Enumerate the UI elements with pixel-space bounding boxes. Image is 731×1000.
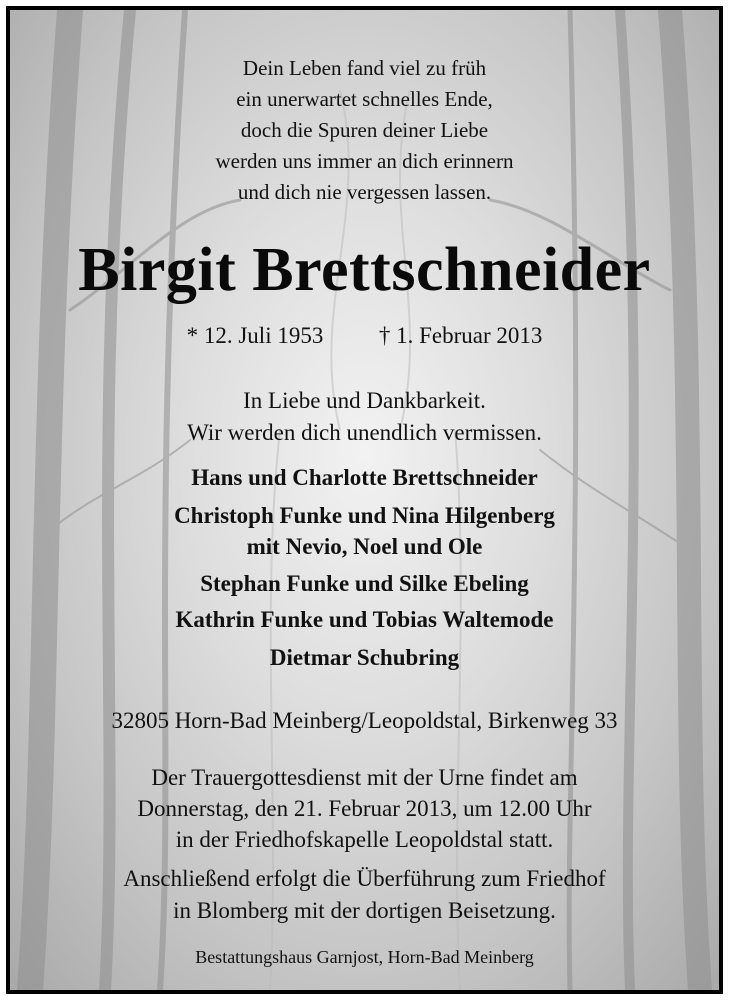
life-dates — [10, 323, 719, 349]
poem-line: doch die Spuren deiner Liebe — [240, 118, 489, 142]
service-line: Anschließend erfolgt die Überführung zum Friedhof — [123, 866, 606, 891]
poem-line: Dein Leben fand viel zu früh — [242, 56, 487, 80]
address: 32805 Horn-Bad Meinberg/Leopoldstal, Birkenweg 33 — [111, 708, 618, 733]
service-line: Donnerstag, den 21. Februar 2013, um 12.00 Uhr — [137, 796, 592, 821]
poem-line: und dich nie vergessen lassen. — [237, 180, 492, 204]
family-line: Stephan Funke und Silke Ebeling — [200, 571, 529, 596]
service-line: Der Trauergottesdienst mit der Urne findet am — [151, 765, 578, 790]
death-date: † 1. Februar 2013 — [378, 323, 543, 348]
birth-date: * 12. Juli 1953 — [186, 323, 324, 348]
family-line: Kathrin Funke und Tobias Waltemode — [175, 607, 554, 632]
poem-line: ein unerwartet schnelles Ende, — [236, 87, 493, 111]
family-line: Christoph Funke und Nina Hilgenberg — [174, 503, 555, 528]
family-line: mit Nevio, Noel und Ole — [246, 534, 483, 559]
message-line: In Liebe und Dankbarkeit. — [243, 388, 486, 413]
service-line: in Blomberg mit der dortigen Beisetzung. — [173, 898, 556, 923]
obituary-frame — [6, 6, 723, 994]
poem-line: werden uns immer an dich erinnern — [215, 149, 514, 173]
funeral-home: Bestattungshaus Garnjost, Horn-Bad Meinberg — [195, 947, 534, 967]
family-line: Dietmar Schubring — [269, 645, 460, 670]
message-line: Wir werden dich unendlich vermissen. — [187, 420, 542, 445]
deceased-name: Birgit Brettschneider — [78, 236, 651, 304]
service-line: in der Friedhofskapelle Leopoldstal statt. — [175, 827, 554, 852]
family-line: Hans und Charlotte Brettschneider — [191, 465, 538, 490]
